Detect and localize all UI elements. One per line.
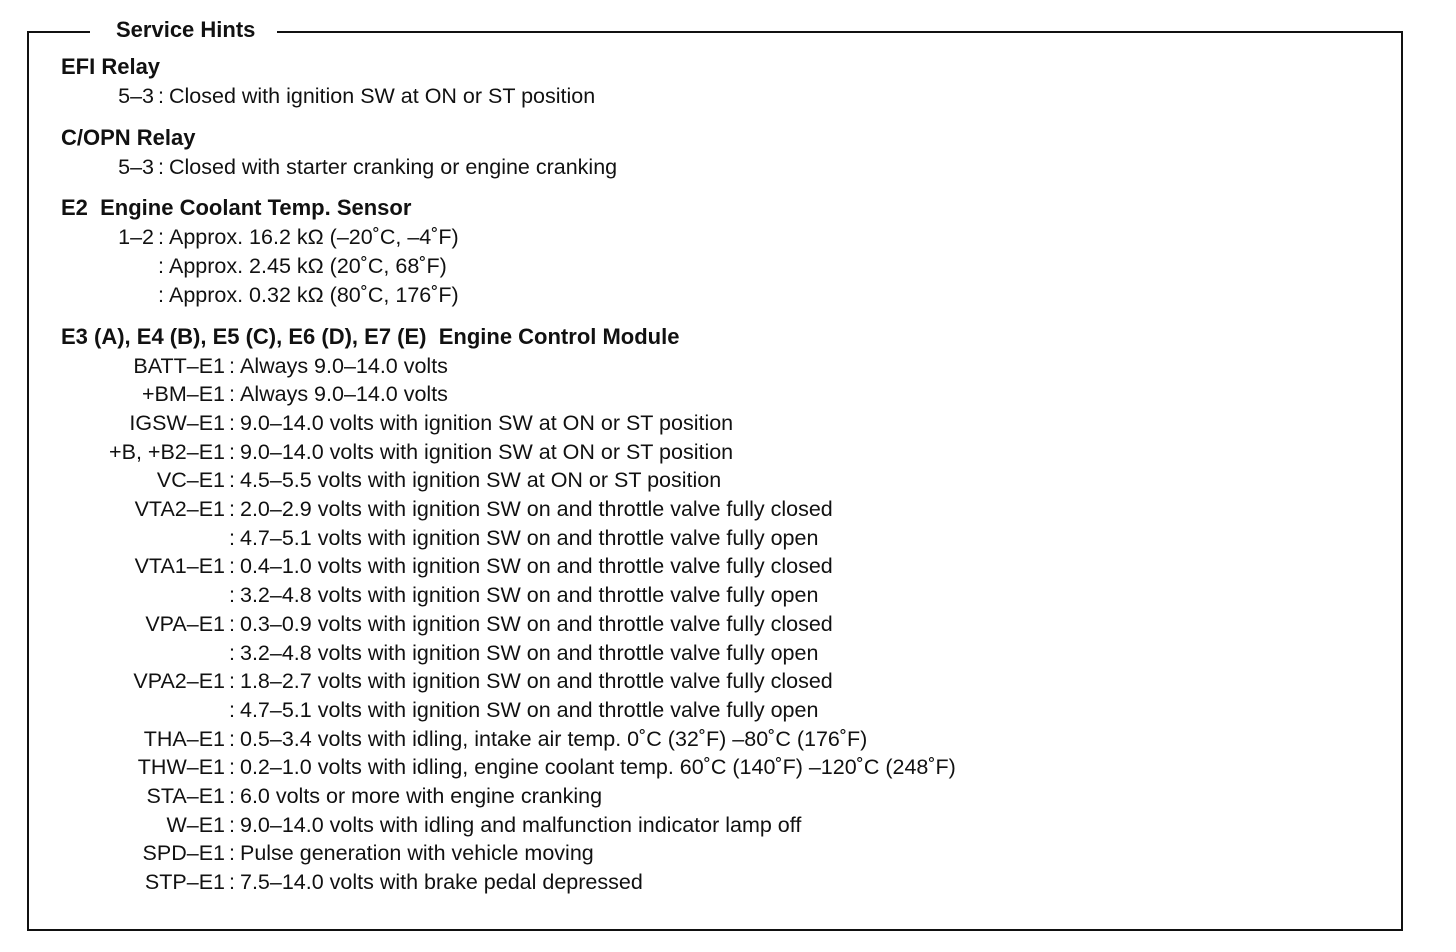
spec-value: 4.7–5.1 volts with ignition SW on and throttle valve fully open	[239, 697, 819, 722]
separator-colon: :	[158, 254, 164, 279]
spec-row	[61, 839, 1391, 868]
separator-colon: :	[229, 554, 235, 579]
service-hints-title: Service Hints	[90, 17, 277, 43]
hint-section	[61, 322, 1391, 897]
separator-colon: :	[229, 870, 235, 895]
separator-colon: :	[229, 439, 235, 464]
terminal-label: +BM–E1	[141, 382, 225, 407]
spec-value: 2.0–2.9 volts with ignition SW on and throttle valve fully closed	[239, 497, 833, 522]
spec-value: Approx. 2.45 kΩ (20˚C, 68˚F)	[168, 254, 447, 279]
spec-value: Always 9.0–14.0 volts	[239, 382, 448, 407]
spec-value: Closed with ignition SW at ON or ST position	[168, 84, 596, 108]
hint-section	[61, 193, 1391, 309]
terminal-label	[61, 581, 225, 610]
separator-colon: :	[229, 784, 235, 809]
terminal-label: 5–3	[118, 84, 154, 108]
spec-value: Pulse generation with vehicle moving	[239, 841, 594, 866]
separator-colon: :	[229, 353, 235, 378]
terminal-label: VPA–E1	[145, 611, 225, 636]
spec-row	[61, 610, 1391, 639]
spec-value: 6.0 volts or more with engine cranking	[239, 784, 603, 809]
terminal-label: VPA2–E1	[133, 669, 225, 694]
spec-row	[61, 438, 1391, 467]
spec-value: 0.5–3.4 volts with idling, intake air temp. 0˚C (32˚F) –80˚C (176˚F)	[239, 726, 868, 751]
spec-value: 7.5–14.0 volts with brake pedal depressed	[239, 870, 643, 895]
service-hints-content	[61, 52, 1391, 897]
spec-value: 0.3–0.9 volts with ignition SW on and throttle valve fully closed	[239, 611, 833, 636]
separator-colon: :	[158, 225, 164, 250]
spec-value: 0.2–1.0 volts with idling, engine coolant temp. 60˚C (140˚F) –120˚C (248˚F)	[239, 755, 956, 780]
separator-colon: :	[229, 468, 235, 493]
separator-colon: :	[229, 497, 235, 522]
spec-row	[61, 281, 1391, 310]
separator-colon: :	[229, 755, 235, 780]
spec-row	[61, 380, 1391, 409]
separator-colon: :	[229, 812, 235, 837]
separator-colon: :	[229, 611, 235, 636]
hint-section	[61, 52, 1391, 111]
spec-row	[61, 639, 1391, 668]
spec-row	[61, 552, 1391, 581]
spec-row	[61, 466, 1391, 495]
terminal-label: THW–E1	[137, 755, 225, 780]
spec-value: 0.4–1.0 volts with ignition SW on and throttle valve fully closed	[239, 554, 833, 579]
spec-value: Approx. 16.2 kΩ (–20˚C, –4˚F)	[168, 225, 459, 250]
spec-row	[61, 725, 1391, 754]
separator-colon: :	[158, 154, 164, 179]
spec-value: 9.0–14.0 volts with ignition SW at ON or ST position	[239, 410, 734, 435]
spec-row	[61, 252, 1391, 281]
spec-row	[61, 524, 1391, 553]
terminal-label	[61, 252, 154, 281]
section-heading: C/OPN Relay	[61, 124, 196, 150]
spec-value: 9.0–14.0 volts with ignition SW at ON or ST position	[239, 439, 734, 464]
terminal-label: VTA1–E1	[134, 554, 225, 579]
spec-row	[61, 223, 1391, 252]
terminal-label: IGSW–E1	[129, 410, 225, 435]
separator-colon: :	[229, 410, 235, 435]
spec-value: 3.2–4.8 volts with ignition SW on and throttle valve fully open	[239, 640, 819, 665]
separator-colon: :	[229, 382, 235, 407]
spec-row	[61, 153, 1391, 182]
spec-value: 9.0–14.0 volts with idling and malfunction indicator lamp off	[239, 812, 802, 837]
terminal-label	[61, 696, 225, 725]
spec-row	[61, 782, 1391, 811]
hint-section	[61, 123, 1391, 182]
spec-row	[61, 495, 1391, 524]
separator-colon: :	[229, 525, 235, 550]
terminal-label: THA–E1	[143, 726, 225, 751]
spec-value: 4.7–5.1 volts with ignition SW on and throttle valve fully open	[239, 525, 819, 550]
terminal-label: 5–3	[118, 154, 154, 179]
separator-colon: :	[158, 84, 164, 108]
terminal-label	[61, 281, 154, 310]
spec-value: 4.5–5.5 volts with ignition SW at ON or ST position	[239, 468, 722, 493]
spec-row	[61, 352, 1391, 381]
terminal-label: STA–E1	[146, 784, 225, 809]
terminal-label: SPD–E1	[142, 841, 225, 866]
spec-value: 1.8–2.7 volts with ignition SW on and throttle valve fully closed	[239, 669, 833, 694]
terminal-label: VC–E1	[156, 468, 225, 493]
spec-value: Always 9.0–14.0 volts	[239, 353, 448, 378]
terminal-label: VTA2–E1	[134, 497, 225, 522]
separator-colon: :	[229, 841, 235, 866]
separator-colon: :	[229, 583, 235, 608]
section-heading: EFI Relay	[61, 54, 161, 79]
spec-row	[61, 696, 1391, 725]
spec-row	[61, 667, 1391, 696]
spec-row	[61, 581, 1391, 610]
terminal-label	[61, 524, 225, 553]
spec-value: Approx. 0.32 kΩ (80˚C, 176˚F)	[168, 282, 459, 307]
terminal-label	[61, 639, 225, 668]
terminal-label: BATT–E1	[133, 353, 225, 378]
separator-colon: :	[229, 726, 235, 751]
spec-row	[61, 82, 1391, 111]
spec-row	[61, 811, 1391, 840]
section-heading: E2 Engine Coolant Temp. Sensor	[61, 195, 412, 221]
terminal-label: W–E1	[166, 812, 225, 837]
separator-colon: :	[229, 697, 235, 722]
spec-row	[61, 868, 1391, 897]
separator-colon: :	[229, 640, 235, 665]
terminal-label: 1–2	[118, 225, 154, 250]
spec-row	[61, 753, 1391, 782]
spec-value: Closed with starter cranking or engine cranking	[168, 154, 618, 179]
spec-row	[61, 409, 1391, 438]
separator-colon: :	[229, 669, 235, 694]
section-heading: E3 (A), E4 (B), E5 (C), E6 (D), E7 (E) Engine Control Module	[61, 323, 680, 349]
spec-value: 3.2–4.8 volts with ignition SW on and throttle valve fully open	[239, 583, 819, 608]
terminal-label: +B, +B2–E1	[109, 439, 225, 464]
terminal-label: STP–E1	[144, 870, 225, 895]
separator-colon: :	[158, 282, 164, 307]
